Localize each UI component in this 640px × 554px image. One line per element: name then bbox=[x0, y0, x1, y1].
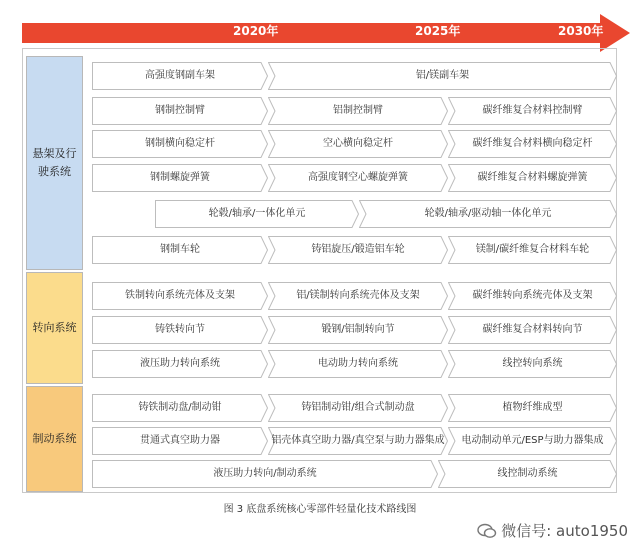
roadmap-step-label: 铝壳体真空助力器/真空泵与助力器集成 bbox=[271, 435, 445, 446]
roadmap-step bbox=[92, 316, 268, 344]
roadmap-step-label: 碳纤维复合材料横向稳定杆 bbox=[472, 138, 593, 149]
category-suspension bbox=[26, 56, 83, 270]
roadmap-step-label: 贯通式真空助力器 bbox=[140, 435, 220, 446]
roadmap-step-label: 碳纤维复合材料螺旋弹簧 bbox=[477, 172, 588, 183]
roadmap-step bbox=[92, 394, 268, 422]
roadmap-step bbox=[268, 62, 617, 90]
watermark bbox=[477, 520, 628, 541]
roadmap-step bbox=[268, 236, 448, 264]
timeline-arrow-shape bbox=[22, 14, 630, 52]
roadmap-step-label: 钢制控制臂 bbox=[155, 105, 205, 116]
roadmap-step bbox=[448, 316, 617, 344]
category-steering-label: 转向系统 bbox=[32, 321, 77, 334]
roadmap-step bbox=[448, 130, 617, 158]
roadmap-step-label: 镁制/碳纤维复合材料车轮 bbox=[475, 244, 590, 255]
roadmap-step-label: 液压助力转向/制动系统 bbox=[213, 468, 317, 479]
roadmap-step bbox=[268, 350, 448, 378]
roadmap-step-label: 线控转向系统 bbox=[502, 358, 563, 369]
roadmap-step bbox=[448, 427, 617, 455]
roadmap-step-label: 轮毂/轴承/一体化单元 bbox=[208, 208, 306, 219]
roadmap-step bbox=[448, 97, 617, 125]
roadmap-step-label: 铁制转向系统壳体及支架 bbox=[125, 290, 235, 301]
roadmap-step-label: 铸铝制动钳/组合式制动盘 bbox=[301, 402, 415, 413]
category-suspension-line2: 驶系统 bbox=[38, 165, 71, 178]
roadmap-step-label: 铸铁制动盘/制动钳 bbox=[138, 402, 222, 413]
year-2030-label: 2030年 bbox=[558, 24, 604, 38]
roadmap-step-label: 电动制动单元/ESP与助力器集成 bbox=[461, 435, 604, 446]
roadmap-step bbox=[359, 200, 617, 228]
roadmap-step-label: 轮毂/轴承/驱动轴一体化单元 bbox=[424, 208, 552, 219]
roadmap-step bbox=[155, 200, 359, 228]
timeline-arrow bbox=[22, 14, 630, 52]
roadmap-step bbox=[92, 350, 268, 378]
roadmap-step-label: 碳纤维复合材料控制臂 bbox=[482, 105, 583, 116]
roadmap-step-label: 空心横向稳定杆 bbox=[323, 138, 393, 149]
roadmap-step bbox=[92, 164, 268, 192]
watermark-text: 微信号: auto1950 bbox=[501, 522, 628, 540]
roadmap-step bbox=[92, 62, 268, 90]
roadmap-step bbox=[268, 282, 448, 310]
roadmap-step bbox=[448, 350, 617, 378]
roadmap-step bbox=[448, 282, 617, 310]
year-2020-label: 2020年 bbox=[233, 24, 279, 38]
roadmap-step-label: 碳纤维转向系统壳体及支架 bbox=[472, 290, 593, 301]
roadmap-step-label: 锻钢/铝制转向节 bbox=[321, 324, 395, 335]
roadmap-step bbox=[438, 460, 617, 488]
roadmap-step-label: 液压助力转向系统 bbox=[140, 358, 220, 369]
roadmap-step bbox=[92, 282, 268, 310]
category-suspension-line1: 悬架及行 bbox=[32, 147, 77, 160]
roadmap-step bbox=[92, 130, 268, 158]
roadmap-step-label: 铝/镁制转向系统壳体及支架 bbox=[296, 290, 420, 301]
category-steering bbox=[26, 272, 83, 384]
roadmap-step bbox=[448, 394, 617, 422]
wechat-icon bbox=[477, 523, 497, 539]
roadmap-step-label: 高强度钢副车架 bbox=[145, 70, 215, 81]
roadmap-step bbox=[448, 236, 617, 264]
roadmap-step bbox=[268, 316, 448, 344]
roadmap-step bbox=[92, 427, 268, 455]
roadmap-step-label: 钢制车轮 bbox=[160, 244, 200, 255]
roadmap-step-label: 铝制控制臂 bbox=[333, 105, 383, 116]
roadmap-step-label: 碳纤维复合材料转向节 bbox=[482, 324, 583, 335]
roadmap-step bbox=[268, 394, 448, 422]
roadmap-step-label: 电动助力转向系统 bbox=[318, 358, 398, 369]
roadmap-step bbox=[268, 130, 448, 158]
roadmap-step bbox=[268, 97, 448, 125]
category-brake-label: 制动系统 bbox=[32, 432, 77, 445]
category-brake bbox=[26, 386, 83, 492]
roadmap-step bbox=[268, 427, 448, 455]
roadmap-step bbox=[268, 164, 448, 192]
roadmap-step bbox=[92, 460, 438, 488]
roadmap-step-label: 高强度钢空心螺旋弹簧 bbox=[308, 172, 408, 183]
roadmap-step-label: 钢制螺旋弹簧 bbox=[150, 172, 210, 183]
year-2025-label: 2025年 bbox=[415, 24, 461, 38]
roadmap-step-label: 铸铁转向节 bbox=[155, 324, 205, 335]
roadmap-step bbox=[92, 97, 268, 125]
roadmap-step bbox=[92, 236, 268, 264]
roadmap-step-label: 钢制横向稳定杆 bbox=[145, 138, 215, 149]
figure-caption: 图 3 底盘系统核心零部件轻量化技术路线图 bbox=[223, 504, 417, 515]
roadmap-step-label: 植物纤维成型 bbox=[502, 402, 563, 413]
roadmap-step-label: 铸铝旋压/锻造铝车轮 bbox=[311, 244, 405, 255]
roadmap-step bbox=[448, 164, 617, 192]
roadmap-step-label: 线控制动系统 bbox=[497, 468, 558, 479]
roadmap-step-label: 铝/镁副车架 bbox=[415, 70, 470, 81]
